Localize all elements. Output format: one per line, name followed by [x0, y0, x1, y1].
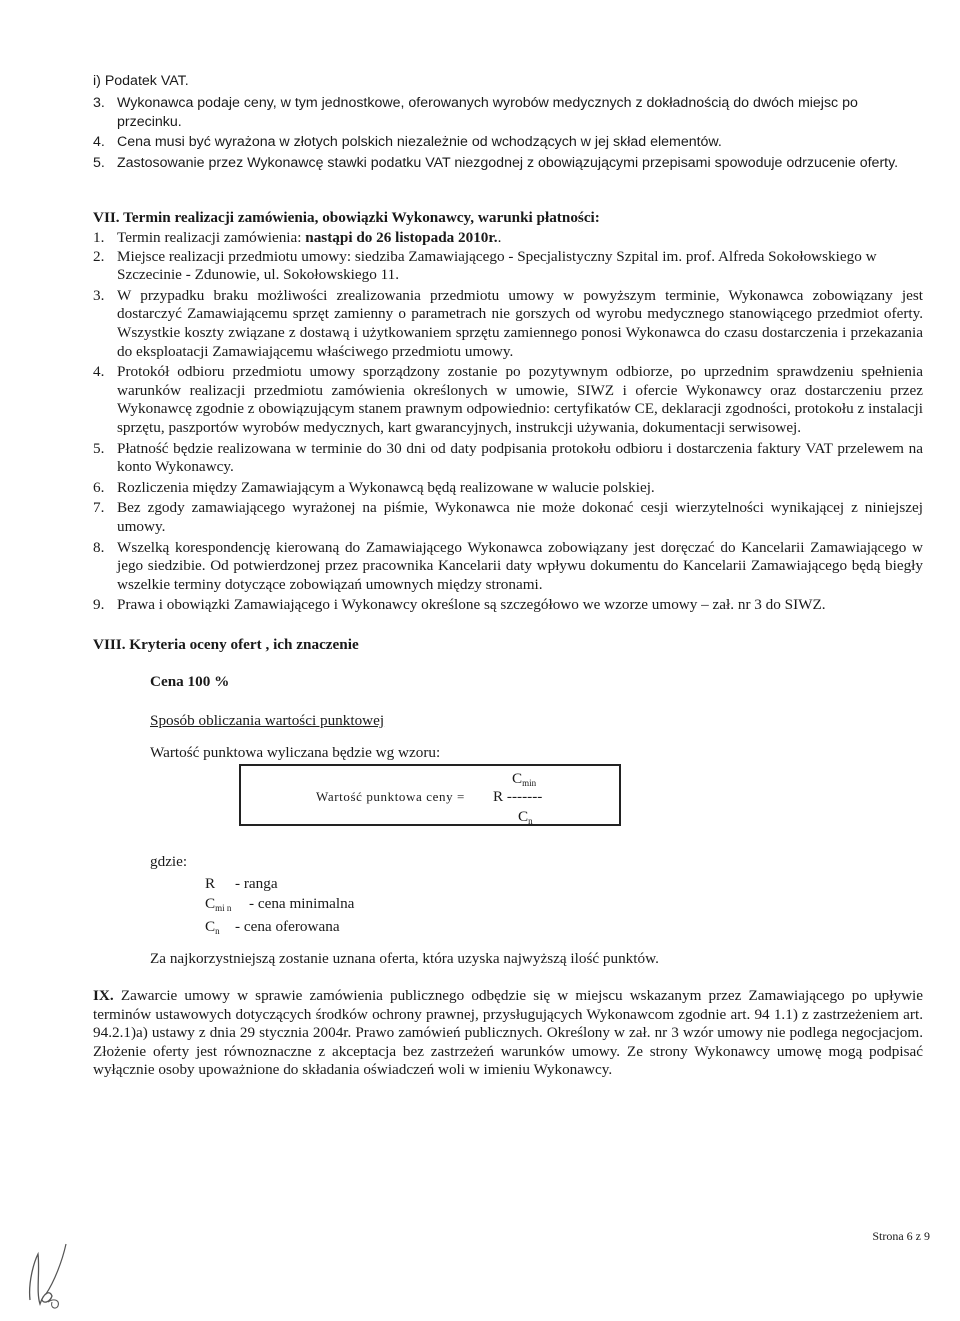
legend-symbol-text: C: [205, 918, 216, 936]
formula-intro: Wartość punktowa wyliczana będzie wg wzoru:: [150, 744, 441, 761]
list-item: [93, 133, 923, 152]
legend-item: [205, 895, 605, 918]
item-number: 6.: [93, 478, 105, 496]
section-viii-heading: VIII. Kryteria oceny ofert , ich znaczenie: [93, 636, 359, 653]
signature-icon: [20, 1232, 80, 1312]
legend-list: [205, 875, 605, 941]
item-number: 2.: [93, 247, 105, 265]
legend-symbol: [205, 895, 249, 918]
list-item: [93, 539, 923, 595]
cmin-symbol: C: [512, 770, 523, 787]
legend-symbol-text: R: [205, 875, 216, 892]
list-item: [93, 248, 923, 285]
list-item: [93, 229, 923, 248]
section-ix-body: Zawarcie umowy w sprawie zamówienia publicznego odbędzie się w miejscu wskazanym przez Zamawiającego po upływie terminów ustawowych dotyczących środków ochrony prawnej, przysługujących Wykonawcom zgodnie art. 94 1.1) z zastrzeżeniem art. 94.2.1)a) ustawy z dnia 29 stycznia 2004r. Prawo zamówień publicznych. Określony w zał. nr 3 wzór umowy nie podlega negocjacjom. Złożenie oferty jest równoznaczne z akceptacja bez zastrzeżeń warunków umowy. Ze strony Wykonawcy umowę mogą podpisać wyłącznie osoby upoważnione do składania oświadczeń woli w imieniu Wykonawcy.: [93, 987, 924, 1079]
method-title: Sposób obliczania wartości punktowej: [150, 712, 385, 729]
item-text: Rozliczenia między Zamawiającym a Wykonawcą będą realizowane w walucie polskiej.: [117, 478, 655, 496]
item-number: 5.: [93, 154, 105, 171]
list-item: [93, 479, 923, 498]
legend-subscript: n: [215, 926, 220, 937]
item-text-prefix: Termin realizacji zamówienia:: [117, 229, 306, 246]
item-text: Protokół odbioru przedmiotu umowy sporządzony zostanie po pozytywnym odbiorze, po uprzednim sprawdzeniu spełnienia warunków realizacji przedmiotu zamówienia określonych w umowie, SIWZ i ofercie Wykonawcy oraz dostarczeniu przez Wykonawcę zgodnie z obowiązującym stanem prawnym odpowiednio: certyfikatów CE, deklaracji zgodności, protokołu z instalacji sprzętu, paszportów wyrobów medycznych, kart gwarancyjnych, instrukcji używania, dokumentacji serwisowej.: [117, 363, 923, 436]
item-number: 4.: [93, 363, 105, 381]
legend-item: [205, 875, 605, 894]
item-text-suffix: .: [497, 229, 502, 246]
deadline-text: nastąpi do 26 listopada 2010r.: [305, 229, 498, 246]
section-ix-label: IX.: [93, 987, 114, 1004]
item-number: 4.: [93, 134, 105, 151]
section-ix-text: [93, 987, 923, 1080]
item-text: Prawa i obowiązki Zamawiającego i Wykonawcy określone są szczegółowo we wzorze umowy – zał. nr 3 do SIWZ.: [117, 596, 826, 614]
cn-symbol: C: [518, 808, 529, 825]
conclusion: Za najkorzystniejszą zostanie uznana oferta, która uzyska najwyższą ilość punktów.: [150, 950, 659, 967]
list-item: [93, 440, 923, 477]
item-text: Wszelką korespondencję kierowaną do Zamawiającego Wykonawca zobowiązany jest doręczać do Kancelarii Zamawiającego w jego siedzibie. Od potwierdzonej przez pracownika Kancelarii daty wpływu dokumentu do Kancelarii Zamawiającego będą biegły wszelkie terminy dotyczące zobowiązań umownych między stronami.: [117, 538, 923, 593]
item-text: Cena musi być wyrażona w złotych polskich niezależnie od wchodzących w jej skład elementów.: [117, 134, 722, 151]
item-number: 3.: [93, 286, 105, 304]
formula-label: Wartość punktowa ceny =: [316, 789, 465, 804]
item-number: 7.: [93, 499, 105, 517]
item-number: 5.: [93, 439, 105, 457]
top-list: [93, 94, 923, 172]
item-text: Bez zgody zamawiającego wyrażonej na piśmie, Wykonawca nie może dokonać cesji wierzytelności wynikającej z niniejszej umowy.: [117, 499, 923, 535]
legend-symbol-text: C: [205, 894, 216, 912]
page-number: Strona 6 z 9: [872, 1229, 930, 1243]
item-i-text: i) Podatek VAT.: [93, 73, 189, 89]
legend-symbol: [205, 875, 235, 894]
list-item: [93, 287, 923, 361]
formula-box: [239, 764, 621, 826]
list-item: [93, 499, 923, 536]
formula-r: R -------: [493, 788, 543, 805]
formula-cn: [518, 808, 533, 831]
item-text: [117, 229, 923, 248]
list-item: [93, 154, 923, 173]
item-number: 8.: [93, 538, 105, 556]
legend-subscript: mi n: [215, 902, 232, 913]
price-weight: Cena 100 %: [150, 673, 230, 690]
section-ix: [93, 987, 923, 1080]
legend-desc: - cena minimalna: [249, 894, 355, 912]
item-number: 1.: [93, 229, 105, 246]
list-item: [93, 94, 923, 131]
legend-item: [205, 918, 605, 941]
legend-desc: - cena oferowana: [235, 918, 340, 936]
item-text: Zastosowanie przez Wykonawcę stawki podatku VAT niezgodnej z obowiązującymi przepisami spowoduje odrzucenie oferty.: [117, 154, 899, 171]
legend-symbol: [205, 918, 235, 941]
item-text: Płatność będzie realizowana w terminie do 30 dni od daty podpisania protokołu odbioru i dostarczenia faktury VAT przelewem na konto Wykonawcy.: [117, 439, 923, 476]
cmin-subscript: min: [522, 778, 537, 788]
section-vii-list: [93, 229, 923, 615]
legend-desc: - ranga: [235, 875, 278, 892]
where-label: gdzie:: [150, 853, 188, 870]
list-item: [93, 596, 923, 615]
item-i: [93, 72, 923, 91]
section-vii-heading: VII. Termin realizacji zamówienia, obowiązki Wykonawcy, warunki płatności:: [93, 209, 600, 226]
item-number: 9.: [93, 596, 105, 614]
item-text: W przypadku braku możliwości zrealizowania przedmiotu umowy w powyższym terminie, Wykonawca zobowiązany jest dostarczyć Zamawiającemu sprzęt zamienny o parametrach nie gorszych od wyrobu medycznego stanowiącego przedmiot oferty. Wszystkie koszty związane z dostawą i użytkowaniem sprzętu zamiennego ponosi Wykonawca do czasu dostarczenia i przekazania do eksploatacji Zamawiającemu właściwego przedmiotu umowy.: [117, 286, 923, 360]
list-item: [93, 363, 923, 437]
item-text: Wykonawca podaje ceny, w tym jednostkowe, oferowanych wyrobów medycznych z dokładnością do dwóch miejsc po przecinku.: [117, 95, 858, 130]
item-text: Miejsce realizacji przedmiotu umowy: siedziba Zamawiającego - Specjalistyczny Szpital im. prof. Alfreda Sokołowskiego w Szczecinie - Zdunowie, ul. Sokołowskiego 11.: [117, 247, 877, 284]
item-number: 3.: [93, 95, 105, 111]
cn-subscript: n: [528, 816, 533, 826]
